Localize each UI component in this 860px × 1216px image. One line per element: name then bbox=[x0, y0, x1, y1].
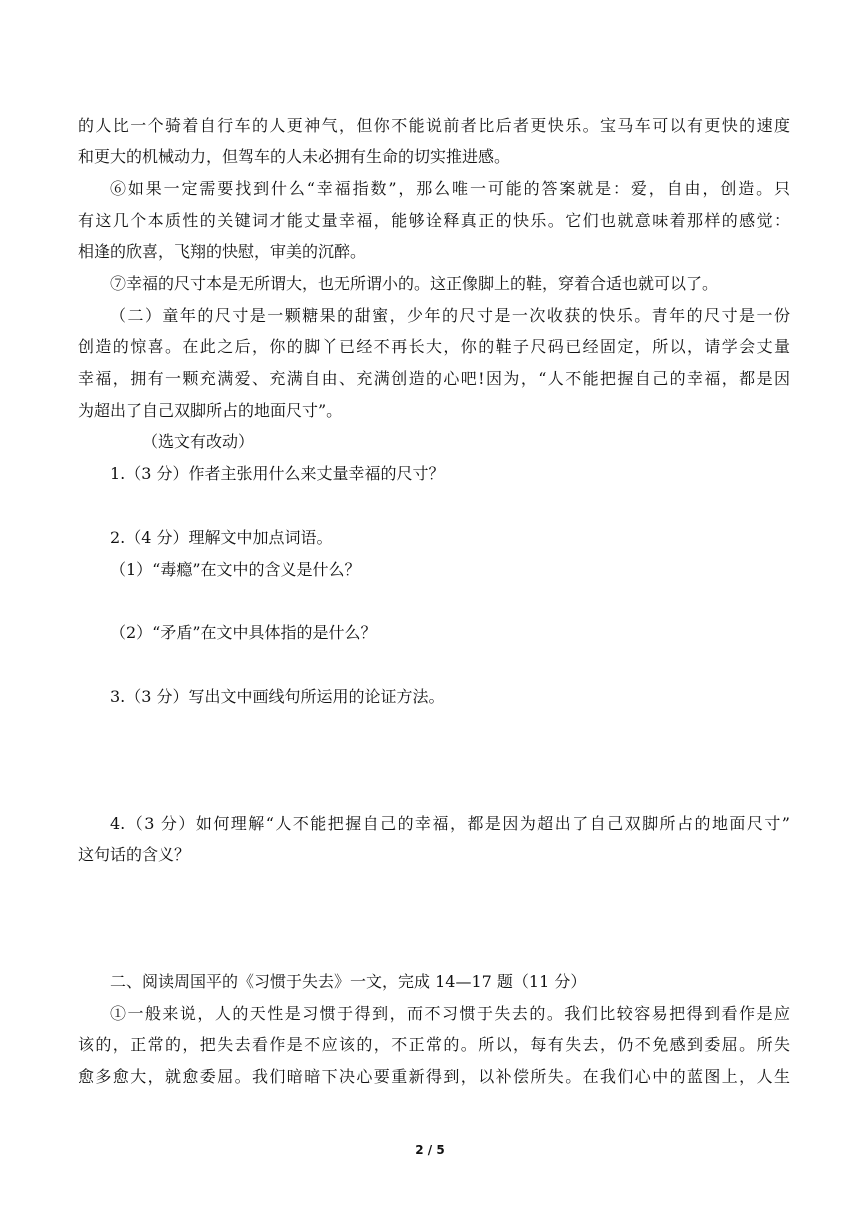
paragraph-1-line: ①一般来说，人的天性是习惯于得到，而不习惯于失去的。我们比较容易把得到看作是应 bbox=[110, 1004, 790, 1023]
paragraph-6-line: ⑥如果一定需要找到什么“幸福指数”，那么唯一可能的答案就是：爱，自由，创造。只 bbox=[110, 179, 790, 198]
question-2-sub-1: （1）“毒瘾”在文中的含义是什么？ bbox=[110, 560, 361, 579]
text-line: 愈多愈大，就愈委屈。我们暗暗下决心要重新得到，以补偿所失。在我们心中的蓝图上，人生 bbox=[78, 1067, 790, 1086]
text-line: 和更大的机械动力，但驾车的人未必拥有生命的切实推进感。 bbox=[78, 147, 511, 166]
text-line: 有这几个本质性的关键词才能丈量幸福，能够诠释真正的快乐。它们也就意味着那样的感觉： bbox=[78, 211, 790, 230]
text-line: 为超出了自己双脚所占的地面尺寸”。 bbox=[78, 401, 343, 420]
text-line: 创造的惊喜。在此之后，你的脚丫已经不再长大，你的鞋子尺码已经固定，所以，请学会丈量 bbox=[78, 337, 790, 356]
text-line: 相逢的欣喜，飞翔的快慰，审美的沉醉。 bbox=[78, 242, 367, 261]
question-3: 3.（3 分）写出文中画线句所运用的论证方法。 bbox=[110, 687, 445, 706]
paragraph-7-line: ⑦幸福的尺寸本是无所谓大，也无所谓小的。这正像脚上的鞋，穿着合适也就可以了。 bbox=[110, 274, 719, 293]
source-note: （选文有改动） bbox=[142, 432, 255, 451]
question-1: 1.（3 分）作者主张用什么来丈量幸福的尺寸？ bbox=[110, 464, 445, 483]
question-4: 4.（3 分）如何理解“人不能把握自己的幸福，都是因为超出了自己双脚所占的地面尺寸” bbox=[110, 814, 790, 833]
text-line: 幸福，拥有一颗充满爱、充满自由、充满创造的心吧!因为，“人不能把握自己的幸福，都是因 bbox=[78, 369, 790, 388]
text-line: 的人比一个骑着自行车的人更神气，但你不能说前者比后者更快乐。宝马车可以有更快的速度 bbox=[78, 116, 790, 135]
question-2: 2.（4 分）理解文中加点词语。 bbox=[110, 528, 333, 547]
page-number: 2 / 5 bbox=[415, 1143, 445, 1157]
question-4-cont: 这句话的含义？ bbox=[78, 845, 191, 864]
section-2-line: （二）童年的尺寸是一颗糖果的甜蜜，少年的尺寸是一次收获的快乐。青年的尺寸是一份 bbox=[110, 306, 790, 325]
question-2-sub-2: （2）“矛盾”在文中具体指的是什么？ bbox=[110, 623, 377, 642]
text-line: 该的，正常的，把失去看作是不应该的，不正常的。所以，每有失去，仍不免感到委屈。所失 bbox=[78, 1035, 790, 1054]
section-heading: 二、阅读周国平的《习惯于失去》一文，完成 14—17 题（11 分） bbox=[110, 972, 587, 991]
